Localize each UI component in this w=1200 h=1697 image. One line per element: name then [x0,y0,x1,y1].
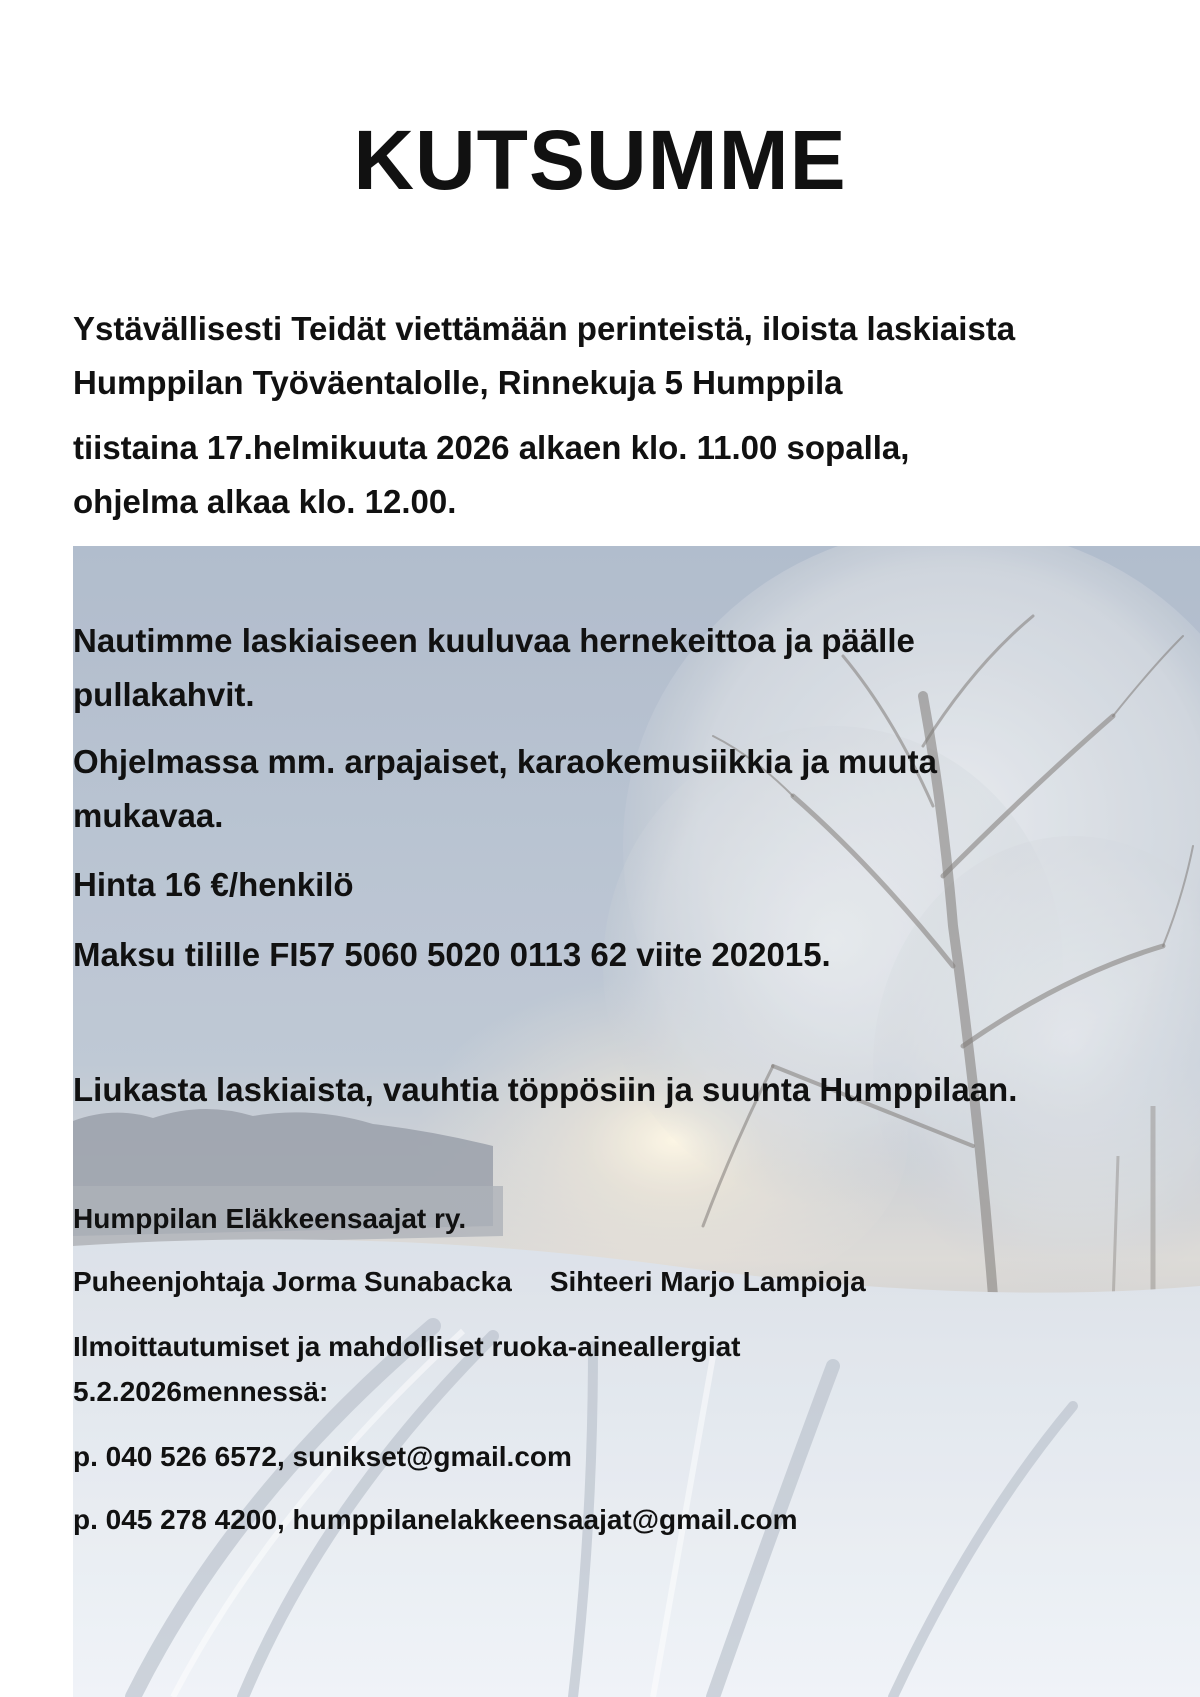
invitation-line-1: Ystävällisesti Teidät viettämään perinteistä, iloista laskiaista [73,310,1016,347]
organizer-officers [73,1257,1173,1307]
invitation-line-3: tiistaina 17.helmikuuta 2026 alkaen klo. 11.00 sopalla, [73,429,910,466]
registration-line-2: 5.2.2026mennessä: [73,1376,329,1407]
page-title: KUTSUMME [353,113,847,207]
program-line-1: Ohjelmassa mm. arpajaiset, karaokemusiikkia ja muuta [73,743,937,780]
payment-text: Maksu tilille FI57 5060 5020 0113 62 viite 202015. [73,936,831,973]
contact-line-2: p. 045 278 4200, humppilanelakkeensaajat@gmail.com [73,1504,798,1535]
secretary-text: Sihteeri Marjo Lampioja [549,1266,866,1297]
food-line-1: Nautimme laskiaiseen kuuluvaa hernekeittoa ja päälle [73,622,915,659]
registration-line-1: Ilmoittautumiset ja mahdolliset ruoka-aineallergiat [73,1331,741,1362]
invitation-line-4: ohjelma alkaa klo. 12.00. [73,483,457,520]
chairperson-text: Puheenjohtaja Jorma Sunabacka [73,1266,512,1297]
greeting-text: Liukasta laskiaista, vauhtia töppösiin ja suunta Humppilaan. [73,1071,1018,1108]
food-line-2: pullakahvit. [73,676,255,713]
invitation-line-2: Humppilan Työväentalolle, Rinnekuja 5 Humppila [73,364,843,401]
price-text: Hinta 16 €/henkilö [73,866,354,903]
program-line-2: mukavaa. [73,797,224,834]
organizer-name: Humppilan Eläkkeensaajat ry. [73,1203,467,1234]
contact-line-1: p. 040 526 6572, sunikset@gmail.com [73,1441,572,1472]
